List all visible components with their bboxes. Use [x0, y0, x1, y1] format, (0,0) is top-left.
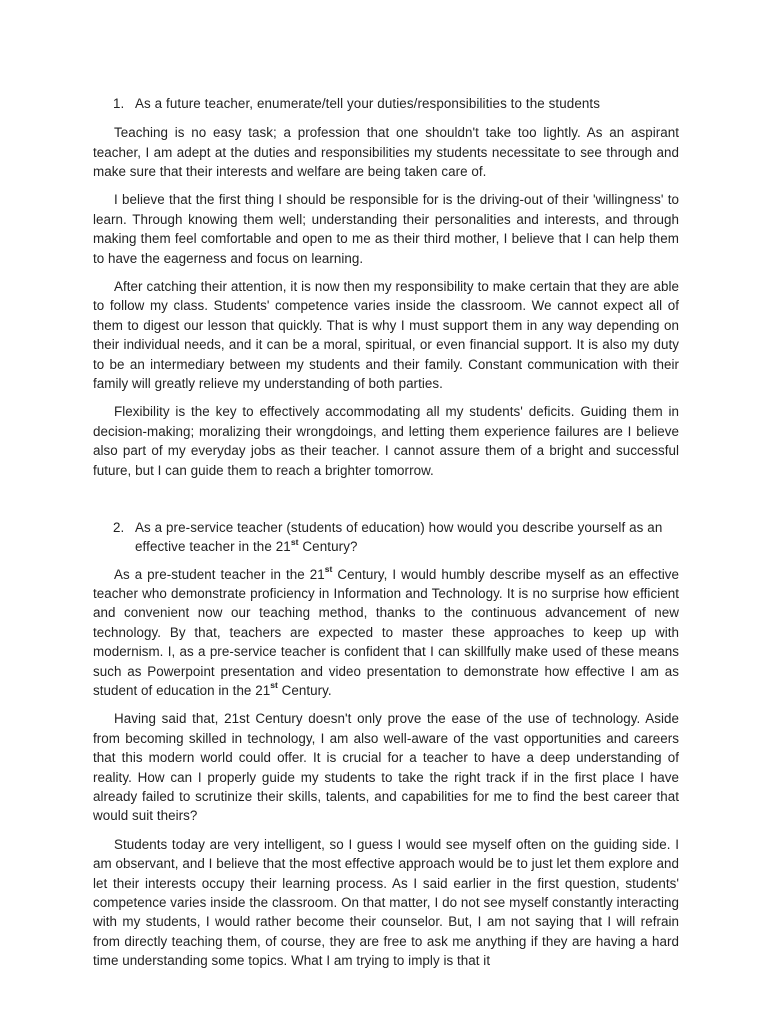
question-2 — [93, 518, 679, 556]
answer-1-paragraph-2: I believe that the first thing I should be responsible for is the driving-out of their 'willingness' to learn. Through knowing them well; understanding their personalities and interests, and through making them feel comfortable and open to me as their third mother, I believe that I can help them to have the eagerness and focus on learning. — [93, 192, 679, 266]
answer-1-paragraph-1: Teaching is no easy task; a profession that one shouldn't take too lightly. As an aspirant teacher, I am adept at the duties and responsibilities my students necessitate to see through and make sure that their interests and welfare are being taken care of. — [93, 125, 679, 180]
answer-1-paragraph-4: Flexibility is the key to effectively accommodating all my students' deficits. Guiding them in decision-making; moralizing their wrongdoings, and letting them experience failures are I believe also part of my everyday jobs as their teacher. I cannot assure them of a bright and successful future, but I can guide them to reach a brighter tomorrow. — [93, 404, 679, 478]
question-number: 2. — [113, 520, 125, 536]
answer-2-paragraph-3: Students today are very intelligent, so I guess I would see myself often on the guiding side. I am observant, and I believe that the most effective approach would be to just let them explore and let their interests occupy their learning process. As I said earlier in the first question, students' competence varies inside the classroom. On that matter, I do not see myself constantly interacting with my students, I would rather become their counselor. But, I am not saying that I will refrain from directly teaching them, of course, they are free to ask me anything if they are having a hard time understanding some topics. What I am trying to imply is that it — [93, 836, 679, 969]
question-text: As a pre-service teacher (students of education) how would you describe yourself as an effective teacher in the 21st Century? — [135, 520, 663, 555]
question-1 — [93, 94, 679, 113]
answer-2-paragraph-1: As a pre-student teacher in the 21st Century, I would humbly describe myself as an effective teacher who demonstrate proficiency in Information and Technology. It is no surprise how efficient and convenient now our teaching method, thanks to the continuous advancement of new technology. By that, teachers are expected to master these approaches to keep up with modernism. I, as a pre-service teacher is confident that I can skillfully make used of these means such as Powerpoint presentation and video presentation to demonstrate how effective I am as student of education in the 21st Century. — [93, 564, 680, 698]
answer-1-paragraph-3: After catching their attention, it is now then my responsibility to make certain that they are able to follow my class. Students' competence varies inside the classroom. We cannot expect all of them to digest our lesson that quickly. That is why I must support them in any way depending on their individual needs, and it can be a moral, spiritual, or even financial support. It is also my duty to be an intermediary between my students and their family. Constant communication with their family will greatly relieve my understanding of both parties. — [93, 279, 679, 392]
answer-2-paragraph-2: Having said that, 21st Century doesn't only prove the ease of the use of technology. Aside from becoming skilled in technology, I am also well-aware of the vast opportunities and careers that this modern world could offer. It is crucial for a teacher to have a deep understanding of reality. How can I properly guide my students to take the right track if in the first place I have already failed to scrutinize their skills, talents, and capabilities for me to find the best career that would suit theirs? — [93, 711, 679, 824]
question-number: 1. — [113, 96, 125, 111]
question-text: As a future teacher, enumerate/tell your duties/responsibilities to the students — [135, 96, 601, 111]
